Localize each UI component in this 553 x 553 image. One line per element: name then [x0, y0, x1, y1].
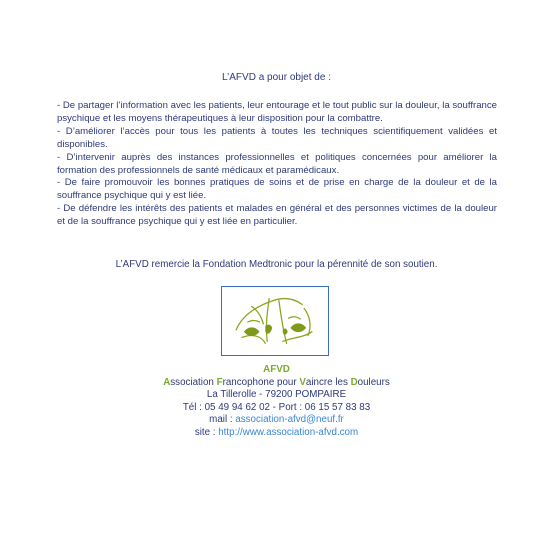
phone: Tél : 05 49 94 62 02 - Port : 06 15 57 83 83: [182, 401, 371, 413]
name-initial: F: [216, 376, 223, 388]
site-link[interactable]: http://www.association-afvd.com: [218, 426, 359, 438]
name-initial: D: [350, 376, 358, 388]
objective-item: - De défendre les intérêts des patients et malades en général et des personnes victimes de la douleur et de la souffrance psychique qui y est liée en particulier.: [57, 203, 497, 228]
mail-link[interactable]: association-afvd@neuf.fr: [235, 414, 344, 426]
mail-label: mail :: [209, 414, 236, 426]
name-initial: V: [299, 376, 306, 388]
objective-item: - De partager l’information avec les patients, leur entourage et le tout public sur la douleur, la souffrance psychique et les moyens thérapeutiques à leur disposition pour la combattre.: [57, 100, 497, 124]
objectives-list: [57, 100, 497, 229]
contact-block: [0, 364, 553, 440]
name-rest: aincre les: [305, 376, 351, 388]
name-rest: rancophone pour: [222, 376, 300, 388]
name-rest: ssociation: [170, 376, 217, 388]
objective-item: - De faire promouvoir les bonnes pratiques de soins et de prise en charge de la douleur et de la souffrance psychique qui y est liée.: [57, 177, 497, 202]
site-line: [0, 427, 553, 440]
mail-line: [0, 414, 553, 427]
address: La Tillerolle - 79200 POMPAIRE: [206, 389, 347, 401]
org-acronym: AFVD: [263, 364, 290, 375]
name-rest: ouleurs: [357, 376, 390, 388]
intro-heading: L’AFVD a pour objet de :: [222, 72, 331, 83]
org-full-name: [0, 377, 553, 390]
afvd-logo: [221, 286, 329, 356]
faces-logo-icon: [222, 287, 328, 355]
objective-item: - D’améliorer l’accès pour tous les patients à toutes les techniques scientifiquement validées et disponibles.: [57, 125, 497, 150]
name-initial: A: [163, 376, 171, 388]
thanks-note: L’AFVD remercie la Fondation Medtronic pour la pérennité de son soutien.: [115, 259, 438, 270]
objective-item: - D’intervenir auprès des instances professionnelles et politiques concernées pour améliorer la formation des professionnels de santé médicaux et paramédicaux.: [57, 151, 497, 176]
site-label: site :: [194, 426, 219, 438]
